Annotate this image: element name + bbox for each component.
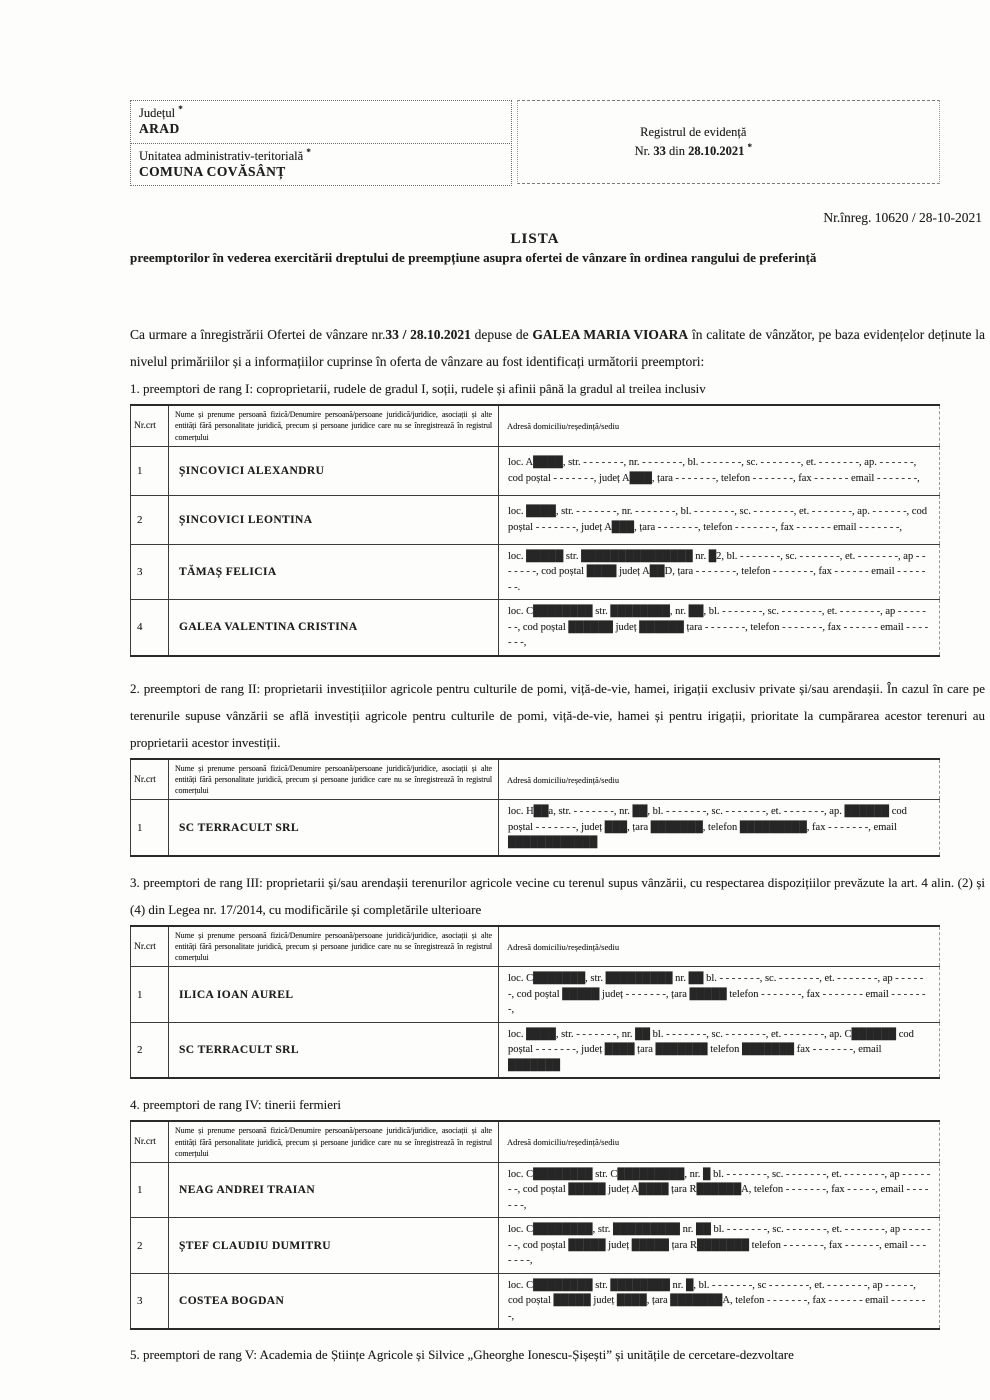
section-2-heading: 2. preemptori de rang II: proprietarii investițiilor agricole pentru culturile de pomi, viță-de-vie, hamei, irigații exclusiv private și/sau arendașii. În cazul în care pe terenurile supuse vânzării se află investiții agricole pentru culturile de pomi, viță-de-vie, hamei și pentru irigații, prioritate la cumpărarea acestor terenuri au proprietarii acestor investiții. [130, 680, 985, 750]
registru-nr-din: din [665, 144, 689, 159]
table-row [131, 800, 940, 856]
section-5-heading: 5. preemptori de rang V: Academia de Științe Agricole și Silvice „Gheorghe Ionescu-Șișești” și unitățile de cercetare-dezvoltare [130, 1347, 794, 1363]
preemptors-table-rank4 [130, 1120, 940, 1330]
header-name: Nume și prenume persoană fizică/Denumire persoană/persoane juridică/juridice, asociații și alte entități fără personalitate juridică, precum și persoane juridice care nu se înregistrează în registrul comerțului [169, 1121, 499, 1162]
table-row [131, 1162, 940, 1218]
preemptor-address: loc. H██a, str. - - - - - - -, nr. ██, bl. - - - - - - -, sc. - - - - - - -, et. - - - - - - -, ap. ██████ cod poștal - - - - - - -, județ ███, țara ███████, telefon █████████, fax - - - - - - -, email ████████████ [499, 800, 940, 856]
table-row [131, 544, 940, 600]
header-nr: Nr.crt [131, 405, 169, 446]
offer-number: 33 / 28.10.2021 [385, 327, 471, 343]
intro-text: Ca urmare a înregistrării Ofertei de vânzare nr. [130, 327, 386, 343]
row-number: 2 [131, 1022, 169, 1078]
header-nr: Nr.crt [131, 759, 169, 800]
table-row [131, 1022, 940, 1078]
preemptors-table-rank3 [130, 925, 940, 1080]
table-row [131, 495, 940, 544]
intro-text: în calitate de vânzător, pe baza evidențelor deținute la nivelul primăriilor și a informațiilor cuprinse în oferta de vânzare au fost identificați următorii preemptori: [130, 327, 985, 370]
preemptors-table-rank2 [130, 758, 940, 857]
table-row [131, 967, 940, 1023]
row-number: 1 [131, 446, 169, 495]
preemptor-name: ILICA IOAN AUREL [169, 967, 499, 1023]
registru-box [517, 100, 940, 184]
seller-name: GALEA MARIA VIOARA [532, 327, 689, 343]
judet-label [139, 104, 503, 121]
registru-nr-no: 33 [653, 144, 666, 159]
preemptor-address: loc. C████████, str. █████████ nr. ██ bl. - - - - - - -, sc. - - - - - - -, et. - - - - - - -, ap - - - - - - -, cod poștal █████ județ █████ țara R███████ telefon - - - - - - -, fax - - - - - -, email - - - - - - -, [499, 1218, 940, 1274]
registration-number: Nr.înreg. 10620 / 28-10-2021 [823, 210, 982, 226]
uat-value: COMUNA COVĂSÂNȚ [139, 164, 286, 180]
preemptor-address: loc. ████, str. - - - - - - -, nr. - - - - - - -, bl. - - - - - - -, sc. - - - - - - -, et. - - - - - - -, ap. - - - - - -, cod poștal - - - - - - -, județ A███, țara - - - - - - -, telefon - - - - - - -, fax - - - - - - email - - - - - - -, [499, 495, 940, 544]
preemptor-name: SC TERRACULT SRL [169, 1022, 499, 1078]
required-star: * [747, 142, 752, 152]
header-address: Adresă domiciliu/reședință/sediu [499, 1121, 940, 1162]
intro-paragraph [130, 321, 985, 375]
table-header-row [131, 759, 940, 800]
preemptor-name: TĂMAȘ FELICIA [169, 544, 499, 600]
header-address: Adresă domiciliu/reședință/sediu [499, 405, 940, 446]
table-header-row [131, 405, 940, 446]
preemptor-name: SC TERRACULT SRL [169, 800, 499, 856]
preemptor-address: loc. C████████ str. ████████, nr. ██, bl. - - - - - - -, sc. - - - - - - -, et. - - - - - - -, ap - - - - - - -, cod poștal ██████ județ ██████ țara - - - - - - -, telefon - - - - - - -, fax - - - - - - email - - - - - - -, [499, 600, 940, 656]
registru-nr-date: 28.10.2021 [688, 144, 745, 159]
preemptor-name: COSTEA BOGDAN [169, 1273, 499, 1329]
table-row [131, 1273, 940, 1329]
row-number: 1 [131, 967, 169, 1023]
required-star: * [178, 104, 183, 114]
preemptor-address: loc. C███████, str. █████████ nr. ██ bl. - - - - - - -, sc. - - - - - - -, et. - - - - - - -, ap - - - - - -, cod poștal █████ județ - - - - - - -, țara █████ telefon - - - - - - -, fax - - - - - - - email - - - - - - -, [499, 967, 940, 1023]
row-number: 2 [131, 495, 169, 544]
preemptor-address: loc. C████████ str. C█████████, nr. █ bl. - - - - - - -, sc. - - - - - - -, et. - - - - - - -, ap - - - - - - -, cod poștal █████ județ A████ țara R██████A, telefon - - - - - - -, fax - - - - -, email - - - - - - -, [499, 1162, 940, 1218]
preemptor-address: loc. A████, str. - - - - - - -, nr. - - - - - - -, bl. - - - - - - -, sc. - - - - - - -, et. - - - - - - -, ap. - - - - - -, cod poștal - - - - - - -, județ A███, țara - - - - - - -, telefon - - - - - - -, fax - - - - - - email - - - - - - -, [499, 446, 940, 495]
header-name: Nume și prenume persoană fizică/Denumire persoană/persoane juridică/juridice, asociații și alte entități fără personalitate juridică, precum și persoane juridice care nu se înregistrează în registrul comerțului [169, 405, 499, 446]
row-number: 2 [131, 1218, 169, 1274]
registru-nr-prefix: Nr. [634, 144, 654, 159]
preemptor-name: GALEA VALENTINA CRISTINA [169, 600, 499, 656]
preemptor-name: ȘINCOVICI LEONTINA [169, 495, 499, 544]
header-name: Nume și prenume persoană fizică/Denumire persoană/persoane juridică/juridice, asociații și alte entități fără personalitate juridică, precum și persoane juridice care nu se înregistrează în registrul comerțului [169, 926, 499, 967]
uat-label [139, 147, 503, 164]
row-number: 1 [131, 1162, 169, 1218]
preemptor-name: ȘINCOVICI ALEXANDRU [169, 446, 499, 495]
row-number: 3 [131, 544, 169, 600]
header-name: Nume și prenume persoană fizică/Denumire persoană/persoane juridică/juridice, asociații și alte entități fără personalitate juridică, precum și persoane juridice care nu se înregistrează în registrul comerțului [169, 759, 499, 800]
section-3-heading: 3. preemptori de rang III: proprietarii și/sau arendașii terenurilor agricole vecine cu terenul supus vânzării, cu respectarea dispozițiilor prevăzute la art. 4 alin. (2) și (4) din Legea nr. 17/2014, cu modificările și completările ulterioare [130, 874, 985, 917]
preemptor-address: loc. █████ str. ███████████████ nr. █2, bl. - - - - - - -, sc. - - - - - - -, et. - - - - - - -, ap - - - - - - -, cod poștal ████ județ A██D, țara - - - - - - -, telefon - - - - - - -, fax - - - - - - email - - - - - - -. [499, 544, 940, 600]
row-number: 4 [131, 600, 169, 656]
document-header [130, 100, 940, 186]
uat-label-text: Unitatea administrativ-teritorială [139, 149, 304, 164]
judet-value: ARAD [139, 121, 180, 137]
document-title: LISTA [510, 231, 560, 248]
authority-boxes [130, 100, 512, 186]
preemptor-address: loc. ████, str. - - - - - - -, nr. ██ bl. - - - - - - -, sc. - - - - - - -, et. - - - - - - -, ap. C██████ cod poștal - - - - - - -, județ ████ țara ███████ telefon ███████ fax - - - - - - -, email ███████ [499, 1022, 940, 1078]
required-star: * [306, 147, 311, 157]
judet-label-text: Județul [139, 106, 176, 121]
preemptor-name: ȘTEF CLAUDIU DUMITRU [169, 1218, 499, 1274]
header-address: Adresă domiciliu/reședință/sediu [499, 926, 940, 967]
preemptor-name: NEAG ANDREI TRAIAN [169, 1162, 499, 1218]
table-row [131, 446, 940, 495]
table-row [131, 600, 940, 656]
row-number: 1 [131, 800, 169, 856]
table-header-row [131, 1121, 940, 1162]
row-number: 3 [131, 1273, 169, 1329]
judet-box [130, 100, 512, 144]
header-nr: Nr.crt [131, 926, 169, 967]
document-subtitle: preemptorilor în vederea exercitării dreptului de preempțiune asupra ofertei de vânzare în ordinea rangului de preferință [130, 250, 817, 266]
preemptors-table-rank1 [130, 404, 940, 657]
registru-number [518, 142, 869, 159]
uat-box [130, 143, 512, 186]
table-header-row [131, 926, 940, 967]
registru-title: Registrul de evidență [640, 125, 747, 139]
section-4-heading: 4. preemptori de rang IV: tinerii fermieri [130, 1097, 341, 1113]
intro-text: depuse de [470, 327, 533, 343]
preemptor-address: loc. C████████ str. ████████ nr. █, bl. - - - - - - -, sc - - - - - - -, et. - - - - - - -, ap - - - - -, cod poștal █████ județ ████, țara ███████A, telefon - - - - - - -, fax - - - - - - email - - - - - - -, [499, 1273, 940, 1329]
section-1-heading: 1. preemptori de rang I: coproprietarii, rudele de gradul I, soții, rudele și afinii până la gradul al treilea inclusiv [130, 381, 706, 397]
table-row [131, 1218, 940, 1274]
header-nr: Nr.crt [131, 1121, 169, 1162]
header-address: Adresă domiciliu/reședință/sediu [499, 759, 940, 800]
